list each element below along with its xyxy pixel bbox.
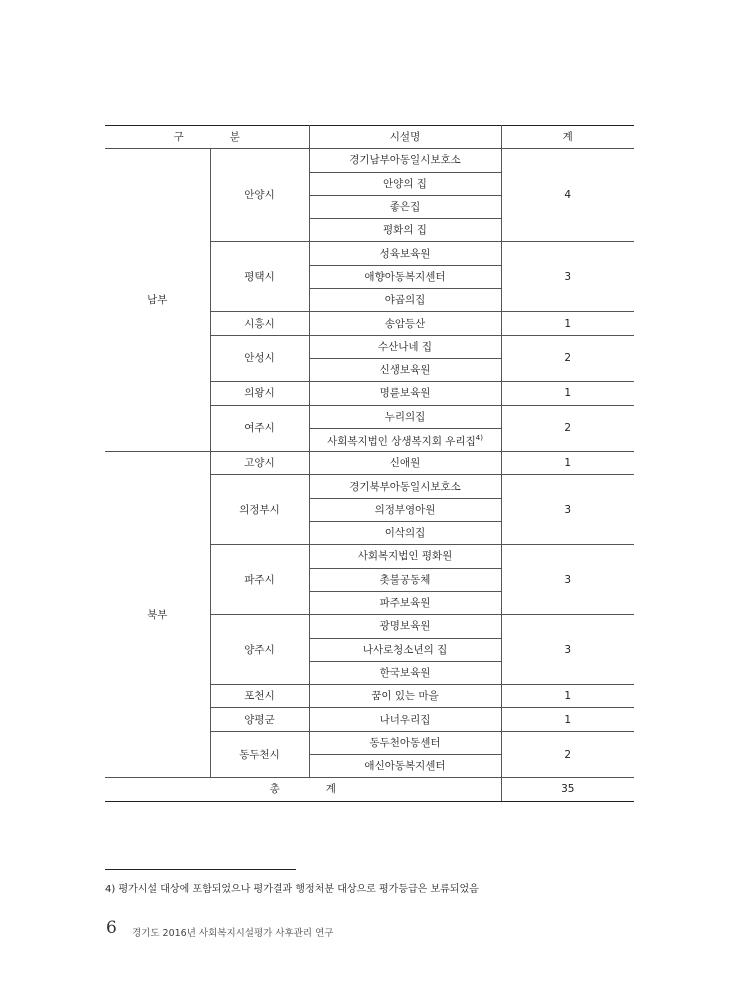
city-cell: 시흥시	[210, 312, 309, 335]
facility-cell: 누리의집	[309, 405, 501, 428]
count-cell: 3	[501, 615, 634, 685]
facility-cell: 신애원	[309, 452, 501, 475]
header-count: 계	[501, 126, 634, 149]
footnote-divider	[105, 869, 296, 870]
region-cell: 남부	[105, 149, 210, 452]
city-cell: 양평군	[210, 708, 309, 731]
count-cell: 3	[501, 475, 634, 545]
facility-cell: 야곱의집	[309, 289, 501, 312]
city-cell: 양주시	[210, 615, 309, 685]
facility-name: 사회복지법인 상생복지회 우리집	[327, 435, 476, 448]
header-division-a: 구	[173, 131, 184, 144]
facility-cell: 꿈이 있는 마을	[309, 685, 501, 708]
footnote-ref: 4)	[475, 434, 483, 443]
total-label-a: 총	[269, 783, 280, 796]
facility-cell: 송암등산	[309, 312, 501, 335]
table-row	[105, 149, 634, 172]
facility-cell: 의정부영아원	[309, 498, 501, 521]
count-cell: 3	[501, 242, 634, 312]
count-cell: 1	[501, 452, 634, 475]
city-cell: 고양시	[210, 452, 309, 475]
total-label	[105, 778, 501, 801]
city-cell: 안성시	[210, 335, 309, 382]
total-row	[105, 778, 634, 801]
region-cell: 북부	[105, 452, 210, 778]
facility-cell: 경기북부아동일시보호소	[309, 475, 501, 498]
facility-cell: 경기남부아동일시보호소	[309, 149, 501, 172]
facility-cell: 사회복지법인 평화원	[309, 545, 501, 568]
facility-cell: 애신아동복지센터	[309, 755, 501, 778]
count-cell: 3	[501, 545, 634, 615]
header-division	[105, 126, 309, 149]
header-division-b: 분	[229, 131, 240, 144]
facility-cell: 안양의 집	[309, 172, 501, 195]
facility-cell: 나너우리집	[309, 708, 501, 731]
total-label-b: 계	[325, 783, 336, 796]
count-cell: 1	[501, 382, 634, 405]
facility-cell: 촛불공동체	[309, 568, 501, 591]
city-cell: 포천시	[210, 685, 309, 708]
facility-cell: 파주보육원	[309, 591, 501, 614]
header-row	[105, 126, 634, 149]
count-cell: 1	[501, 685, 634, 708]
city-cell: 안양시	[210, 149, 309, 242]
page-number: 6	[106, 918, 117, 938]
count-cell: 2	[501, 731, 634, 778]
facility-cell: 평화의 집	[309, 219, 501, 242]
count-cell: 2	[501, 335, 634, 382]
count-cell: 4	[501, 149, 634, 242]
facility-cell: 애향아동복지센터	[309, 265, 501, 288]
count-cell: 1	[501, 312, 634, 335]
facility-cell: 이삭의집	[309, 522, 501, 545]
city-cell: 동두천시	[210, 731, 309, 778]
facility-table	[105, 125, 634, 802]
facility-cell: 성육보육원	[309, 242, 501, 265]
facility-cell: 명륜보육원	[309, 382, 501, 405]
facility-cell: 동두천아동센터	[309, 731, 501, 754]
count-cell: 1	[501, 708, 634, 731]
facility-cell: 광명보육원	[309, 615, 501, 638]
header-facility: 시설명	[309, 126, 501, 149]
facility-cell: 나사로청소년의 집	[309, 638, 501, 661]
facility-cell: 수산나네 집	[309, 335, 501, 358]
city-cell: 의정부시	[210, 475, 309, 545]
city-cell: 파주시	[210, 545, 309, 615]
city-cell: 여주시	[210, 405, 309, 452]
table-body	[105, 149, 634, 801]
facility-cell: 좋은집	[309, 195, 501, 218]
facility-cell: 한국보육원	[309, 661, 501, 684]
count-cell: 2	[501, 405, 634, 452]
facility-cell: 신생보육원	[309, 358, 501, 381]
footnote: 4) 평가시설 대상에 포함되었으나 평가결과 행정처분 대상으로 평가등급은 보류되었음	[105, 884, 479, 895]
city-cell: 의왕시	[210, 382, 309, 405]
table-row	[105, 452, 634, 475]
facility-cell	[309, 428, 501, 451]
city-cell: 평택시	[210, 242, 309, 312]
running-title: 경기도 2016년 사회복지시설평가 사후관리 연구	[132, 928, 334, 939]
total-value: 35	[501, 778, 634, 801]
